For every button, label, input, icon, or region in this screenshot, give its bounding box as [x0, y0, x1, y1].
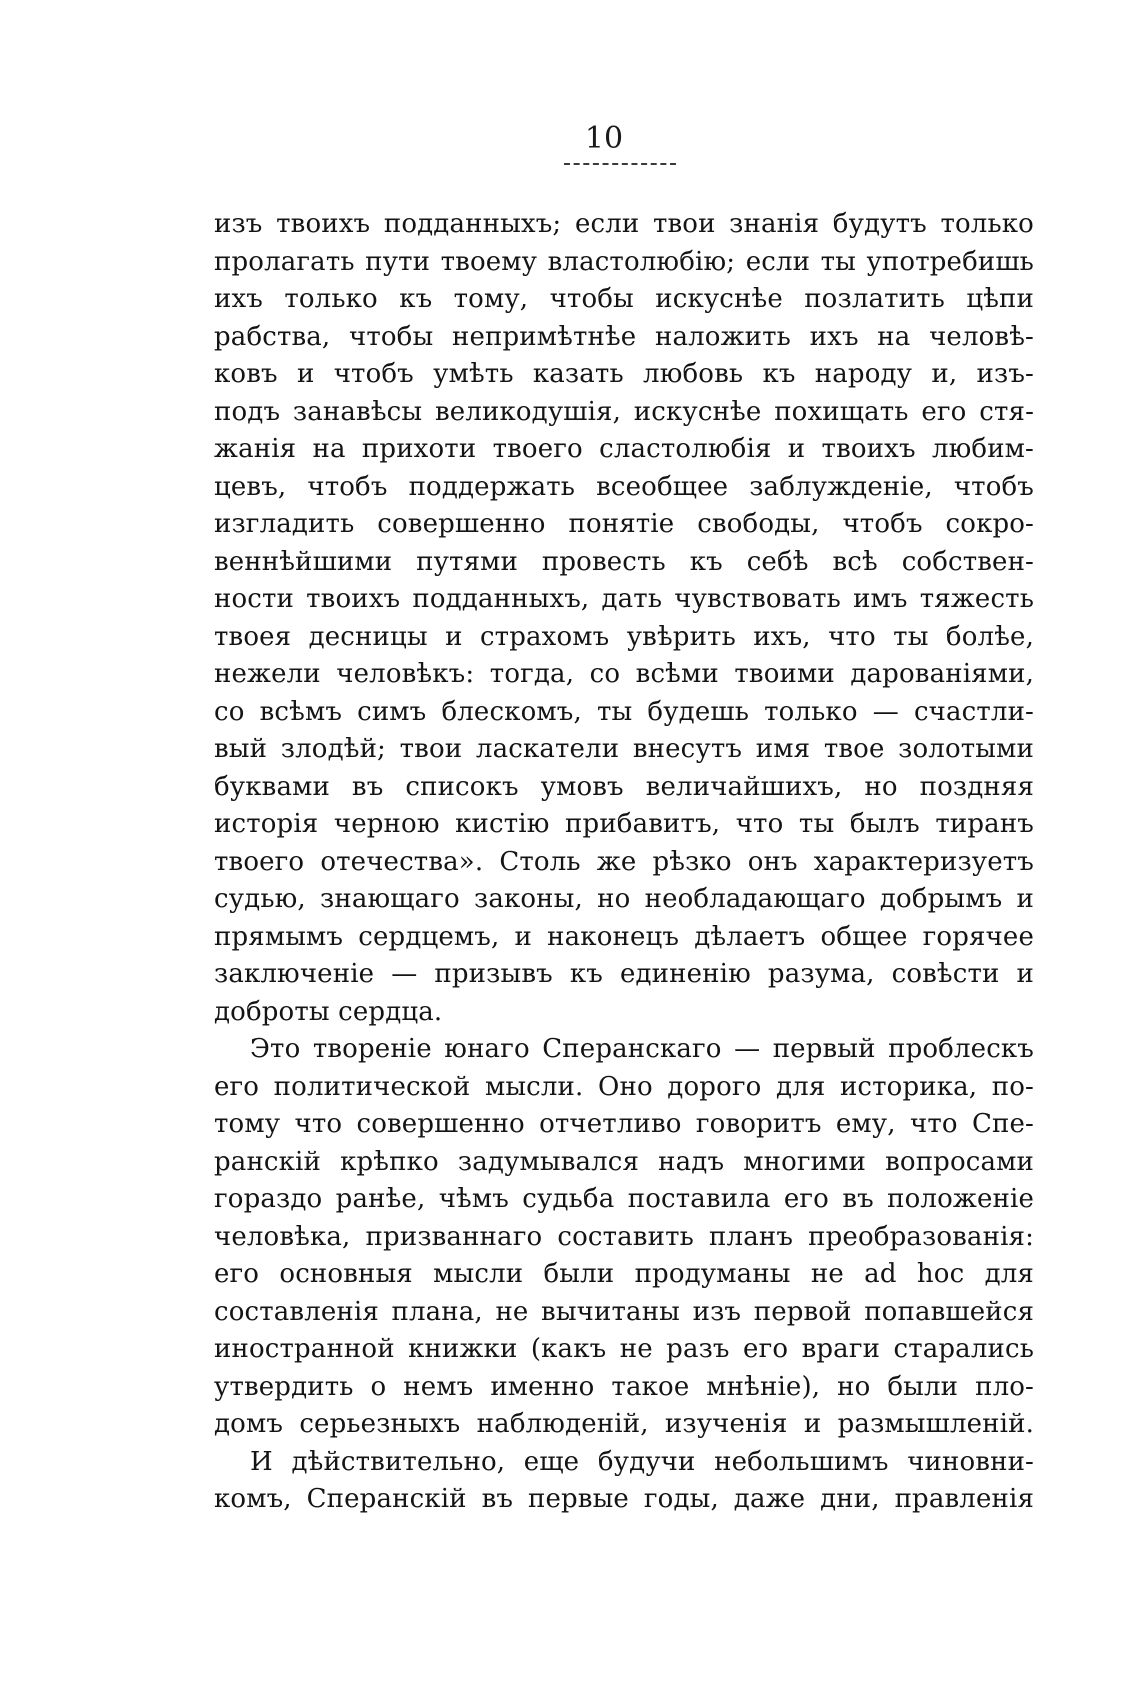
text-line: цевъ, чтобъ поддержать всеобщее заблужденіе, чтобъ	[214, 471, 1034, 502]
text-line: вый злодѣй; твои ласкатели внесутъ имя твое золотыми	[214, 734, 1034, 764]
text-line: составленія плана, не вычитаны изъ первой попавшейся	[214, 1296, 1034, 1327]
text-line: прямымъ сердцемъ, и наконецъ дѣлаетъ общее горячее	[214, 921, 1034, 952]
page-number: 10	[584, 121, 624, 156]
text-line: тому что совершенно отчетливо говоритъ ему, что Спе-	[214, 1109, 1034, 1139]
text-line: заключеніе — призывъ къ единенію разума, совѣсти и	[214, 959, 1034, 989]
text-line: ности твоихъ подданныхъ, дать чувствовать имъ тяжесть	[214, 584, 1034, 614]
text-line: со всѣмъ симъ блескомъ, ты будешь только — счастли-	[214, 696, 1034, 727]
text-line: ихъ только къ тому, чтобы искуснѣе позлатить цѣпи	[214, 284, 1034, 314]
text-line: гораздо ранѣе, чѣмъ судьба поставила его въ положеніе	[214, 1184, 1034, 1214]
text-line: судью, знающаго законы, но необладающаго добрымъ и	[214, 884, 1034, 914]
text-line: комъ, Сперанскій въ первые годы, даже дни, правленія	[214, 1484, 1034, 1514]
body-text	[214, 206, 1034, 1519]
text-line: твоего отечества». Столь же рѣзко онъ характеризуетъ	[214, 846, 1034, 877]
text-line: его политической мысли. Оно дорого для историка, по-	[214, 1071, 1034, 1102]
text-line: твоея десницы и страхомъ увѣрить ихъ, что ты болѣе,	[214, 621, 1034, 652]
text-line: подъ занавѣсы великодушія, искуснѣе похищать его стя-	[214, 396, 1034, 427]
text-line: веннѣйшими путями провесть къ себѣ всѣ собствен-	[214, 546, 1034, 577]
text-line: ковъ и чтобъ умѣть казать любовь къ народу и, изъ-	[214, 359, 1034, 389]
text-line: пролагать пути твоему властолюбію; если ты употребишь	[214, 246, 1034, 277]
text-line: человѣка, призваннаго составить планъ преобразованія:	[214, 1221, 1034, 1252]
text-line: буквами въ списокъ умовъ величайшихъ, но поздняя	[214, 771, 1034, 802]
text-line: рабства, чтобы непримѣтнѣе наложить ихъ на человѣ-	[214, 321, 1034, 352]
text-line: исторія черною кистію прибавитъ, что ты былъ тиранъ	[214, 809, 1034, 839]
text-line: домъ серьезныхъ наблюденій, изученія и размышленій.	[214, 1409, 1034, 1439]
text-line: ранскій крѣпко задумывался надъ многими вопросами	[214, 1146, 1034, 1177]
text-line: доброты сердца.	[214, 996, 443, 1027]
text-line: нежели человѣкъ: тогда, со всѣми твоими дарованіями,	[214, 659, 1034, 689]
text-line: Это твореніе юнаго Сперанскаго — первый проблескъ	[250, 1034, 1034, 1064]
text-line: изъ твоихъ подданныхъ; если твои знанія будутъ только	[214, 209, 1034, 239]
text-line: иностранной книжки (какъ не разъ его враги старались	[214, 1334, 1034, 1364]
text-line: изгладить совершенно понятіе свободы, чтобъ сокро-	[214, 509, 1034, 539]
page-number-rule	[564, 163, 676, 165]
text-line: его основныя мысли были продуманы не ad hoc для	[214, 1259, 1034, 1289]
text-line: И дѣйствительно, еще будучи небольшимъ чиновни-	[250, 1446, 1034, 1477]
text-line: жанія на прихоти твоего сластолюбія и твоихъ любим-	[214, 434, 1034, 464]
text-line: утвердить о немъ именно такое мнѣніе), но были пло-	[214, 1371, 1034, 1402]
